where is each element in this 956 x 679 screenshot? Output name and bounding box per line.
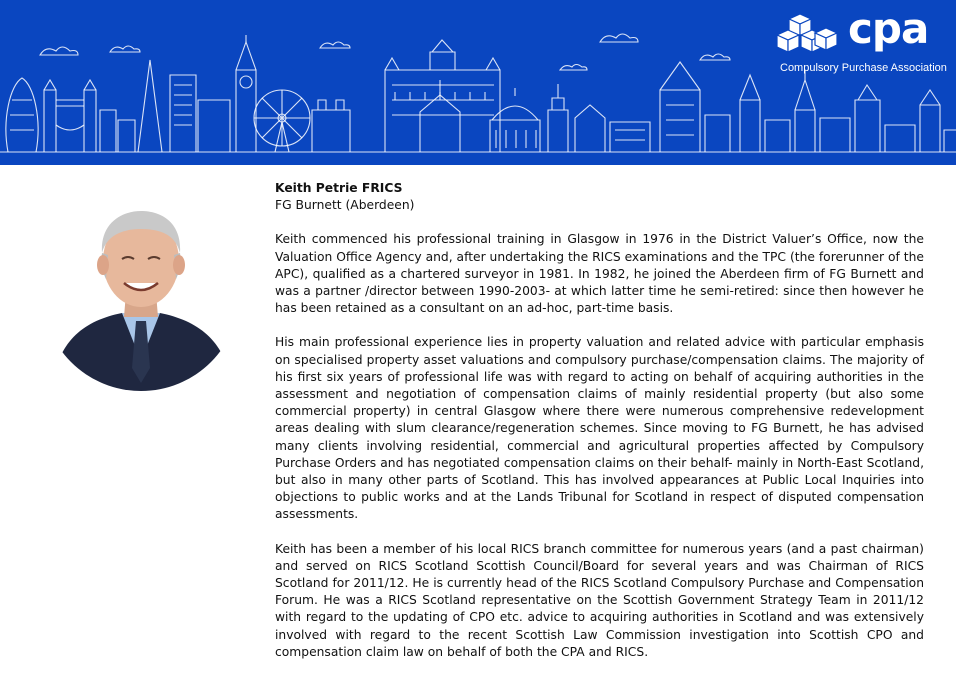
bio-paragraph: His main professional experience lies in property valuation and related advice with particular emphasis on specialised property asset valuations and compulsory purchase/compensation claims. The majority of his first six years of professional life was with regard to acting on behalf of acquiring authorities in the assessment and negotiation of compensation claims of mainly residential property (but also some commercial property) in central Glasgow where there were numerous comprehensive redevelopment areas dealing with slum clearance/regeneration schemes. Since moving to FG Burnett, he has advised many clients involving residential, commercial and agricultural properties affected by Compulsory Purchase Orders and has negotiated compensation claims on their behalf- mainly in North-East Scotland, but also in many other parts of Scotland. This has involved appearances at Public Local Inquiries into objections to public works and at the Lands Tribunal for Scotland in respect of disputed compensation assessments. bbox=[275, 335, 924, 522]
cubes-logo-icon bbox=[776, 10, 846, 60]
bio-paragraph: Keith commenced his professional training in Glasgow in 1976 in the District Valuer’s Office, now the Valuation Office Agency and, after undertaking the RICS examinations and the TPC (the forerunner of the APC), qualified as a chartered surveyor in 1981. In 1982, he joined the Aberdeen firm of FG Burnett and was a partner /director between 1990-2003- at which latter time he semi-retired: since then however he has been retained as a consultant on an ad-hoc, part-time basis. bbox=[275, 232, 924, 316]
portrait-illustration bbox=[42, 193, 240, 391]
logo-wordmark: cpa bbox=[848, 4, 929, 53]
profile-content bbox=[275, 180, 924, 678]
profile-firm: FG Burnett (Aberdeen) bbox=[275, 198, 415, 213]
profile-name: Keith Petrie FRICS bbox=[275, 181, 403, 195]
header-banner bbox=[0, 0, 956, 165]
logo-subtitle: Compulsory Purchase Association bbox=[780, 62, 947, 74]
portrait-photo bbox=[42, 193, 240, 391]
cpa-logo[interactable] bbox=[776, 4, 952, 80]
bio-paragraph: Keith has been a member of his local RICS branch committee for numerous years (and a past chairman) and served on RICS Scotland Scottish Council/Board for several years and was Chairman of RICS Scotland for 2011/12. He is currently head of the RICS Scotland Compulsory Purchase and Compensation Forum. He was a RICS Scotland representative on the Scottish Government Strategy Team in 2011/12 with regard to the updating of CPO etc. advice to acquiring authorities in Scotland and was extensively involved with regard to the recent Scottish Law Commission investigation into Scottish CPO and compensation claim law on behalf of both the CPA and RICS. bbox=[275, 541, 924, 659]
